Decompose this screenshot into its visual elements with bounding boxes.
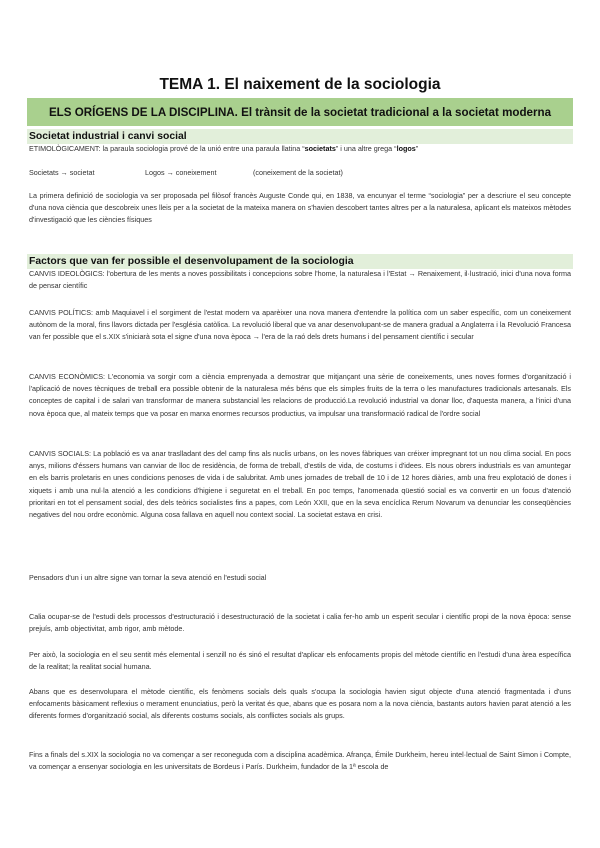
breakdown-logos: Logos → coneixement: [145, 168, 217, 177]
etymology-word-logos: logos: [396, 144, 416, 153]
paragraph-calia: Calia ocupar-se de l'estudi dels processos d'estructuració i desestructuració de la societat i calia fer-ho amb un esperit secular i científic propi de la nova època: sense prejuís, amb objectivitat, amb rigor, amb mètode.: [29, 612, 571, 634]
section-heading-factors: Factors que van fer possible el desenvolupament de la sociologia: [27, 254, 573, 269]
etymology-prefix: ETIMOLÒGICAMENT: la paraula sociologia prové de la unió entre una paraula llatina “: [29, 144, 305, 153]
paragraph-canvis-socials: CANVIS SOCIALS: La població es va anar traslladant des del camp fins als nuclis urbans, on les noves fàbriques van créixer impregnant tot un nou clima social. En pocs anys, milions d'éssers humans van canviar de lloc de residència, de forma de treball, d'estils de vida, de costums i d'idees. Els nous obrers industrials es van amuntegar en els barris proletaris en unes condicions penoses de vida i de salubritat. Amb unes jornades de treball de 10 i de 12 hores diàries, amb una freu explotació de dones i xiquets i amb una nul·la atenció a les condicions d'higiene i seguretat en el treball. En poc temps, l'anomenada qüestió social es va convertir en un focus d'atenció prioritari en tot el pensament social, des dels teòrics socialistes fins a papes, com León XXII, que en la seva encíclica Rerum Novarum va denunciar les conseqüències negatives del nou ordre econòmic. Alguna cosa fallava en aquell nou context social. La societat estava en crisi.: [29, 449, 571, 520]
paragraph-canvis-politics: CANVIS POLÍTICS: amb Maquiavel i el sorgiment de l'estat modern va aparèixer una nova manera d'entendre la política com un saber específic, com un coneixement autònom de la moral, fins llavors dictada per l'església catòlica. La revolució liberal que va anar desenvolupant-se de manera gradual a Anglaterra i la Revolució Francesa van fer possible que el s.XIX s'iniciarà sota el signe d'una nova època → l'era de la raó dels drets humans i del pensament científic i secular: [29, 308, 571, 342]
paragraph-canvis-economics: CANVIS ECONÒMICS: L'economia va sorgir com a ciència emprenyada a demostrar que mitjançant una sèrie de coneixements, unes noves formes d'organització i l'aplicació de noves tècniques de treball era possible obtenir de la naturalesa més béns que els simples fruits de la terra o les manufactures tradicionals artesanals. Els conceptes de capital i de salari van transformar de manera substancial les relacions de producció.La revolució industrial va donar lloc, d'aquesta manera, a l'inici d'una nova època que, al mateix temps que va posar en marxa enormes recursos productius, va impulsar una transformació radical de l'ordre social: [29, 372, 571, 418]
breakdown-meaning: (coneixement de la societat): [253, 168, 343, 177]
etymology-line: [29, 143, 571, 155]
page-title: TEMA 1. El naixement de la sociologia: [159, 76, 441, 93]
etymology-suffix: ”: [415, 144, 419, 153]
etymology-mid: ” i una altre grega “: [335, 144, 397, 153]
etymology-word-societats: societats: [304, 144, 336, 153]
chapter-banner: [27, 98, 573, 126]
chapter-banner-text: ELS ORÍGENS DE LA DISCIPLINA. El trànsit de la societat tradicional a la societat moderna: [48, 105, 552, 119]
etymology-breakdown-row: [29, 168, 343, 177]
paragraph-abans: Abans que es desenvolupara el mètode científic, els fenòmens socials dels quals s'ocupa la sociologia havien sigut objecte d'una atenció fragmentada i d'uns enfocaments bàsicament reflexius o merament enunciatius, però la veritat és que, abans que es posara nom a la nova ciència, bastants autors havien parat atenció a les diferents formes d'organització social, als diferents costums socials, als conflictes socials als grups.: [29, 687, 571, 721]
section-heading-societat-industrial: Societat industrial i canvi social: [27, 129, 573, 144]
paragraph-fins: Fins a finals del s.XIX la sociologia no va començar a ser reconeguda com a disciplina acadèmica. Afrança, Émile Durkheim, hereu intel·lectual de Saint Simon i Compte, va començar a ensenyar sociologia en les universitats de Bordeus i París. Durkheim, fundador de la 1ª escola de: [29, 750, 571, 772]
paragraph-per-aixo: Per això, la sociologia en el seu sentit més elemental i senzill no és sinó el resultat d'aplicar els enfocaments propis del mètode científic en l'estudi d'una àrea específica de la realitat; la realitat social humana.: [29, 650, 571, 672]
paragraph-canvis-ideologics: CANVIS IDEOLÒGICS: l'obertura de les ments a noves possibilitats i concepcions sobre l'home, la naturalesa i l'Estat → Renaixement, il·lustració, inici d'una nova forma de pensar científic: [29, 269, 571, 291]
paragraph-definition: La primera definició de sociologia va ser proposada pel filòsof francès Auguste Conde qui, en 1838, va encunyar el terme “sociologia” per a descriure el seu concepte d'una nova ciència que descobreix unes lleis per a la societat de la mateixa manera on s'havien descobert tantes altres per a la naturalesa, aplicant els mateixos mètodes d'investigació que les ciències físiques: [29, 191, 571, 225]
breakdown-societats: Societats → societat: [29, 168, 95, 177]
paragraph-pensadors: Pensadors d'un i un altre signe van tornar la seva atenció en l'estudi social: [29, 573, 267, 582]
